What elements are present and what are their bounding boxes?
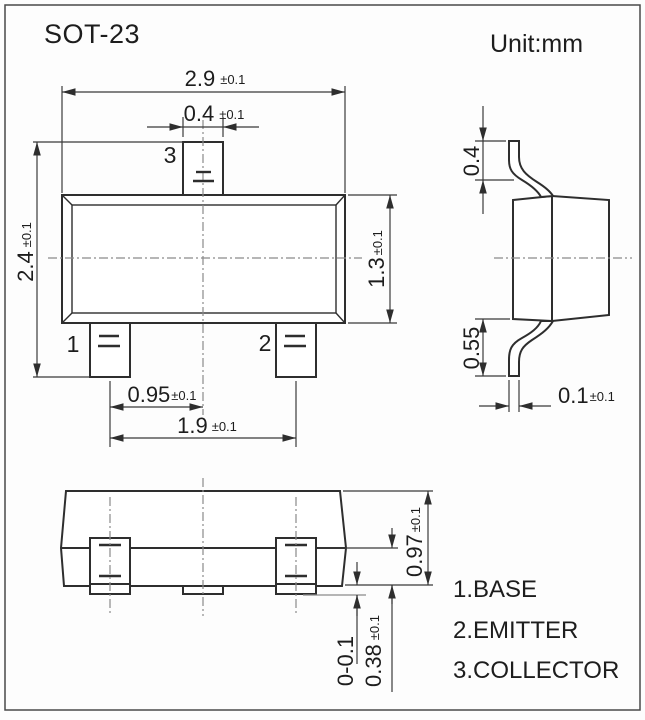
package-title: SOT-23 — [44, 19, 141, 49]
dim-body-height: 0.97±0.1 — [402, 506, 427, 578]
pin1-number: 1 — [66, 331, 80, 357]
pin2-number: 2 — [258, 330, 272, 356]
side-view — [459, 106, 632, 412]
dim-pin3-width: 0.4 ±0.1 — [183, 101, 245, 126]
dim-lead-thickness: 0.1±0.1 — [558, 383, 615, 408]
front-view — [61, 478, 433, 692]
dim-body-width: 2.9 ±0.1 — [184, 66, 246, 91]
legend-base: 1.BASE — [453, 576, 538, 603]
dim-overall-depth: 2.4±0.1 — [13, 222, 38, 282]
pin1-pad — [90, 323, 130, 377]
side-lead-top — [509, 141, 553, 197]
pin3-number: 3 — [163, 142, 177, 168]
pin-legend — [453, 576, 619, 684]
dim-body-depth: 1.3±0.1 — [364, 230, 389, 288]
dim-lead-top: 0.4 — [459, 145, 484, 177]
dim-half-pitch: 0.95±0.1 — [127, 382, 197, 407]
dim-lead-bottom: 0.55 — [459, 326, 484, 370]
dim-standoff: 0-0.1 — [333, 635, 358, 687]
dim-base-height: 0.38±0.1 — [361, 614, 386, 688]
side-body — [513, 196, 609, 321]
legend-emitter: 2.EMITTER — [453, 617, 579, 644]
dim-pitch: 1.9 ±0.1 — [177, 413, 237, 438]
legend-collector: 3.COLLECTOR — [453, 657, 620, 684]
pin2-pad — [276, 323, 316, 377]
top-view — [13, 66, 397, 447]
unit-label: Unit:mm — [490, 30, 584, 58]
side-lead-bottom — [509, 321, 553, 376]
